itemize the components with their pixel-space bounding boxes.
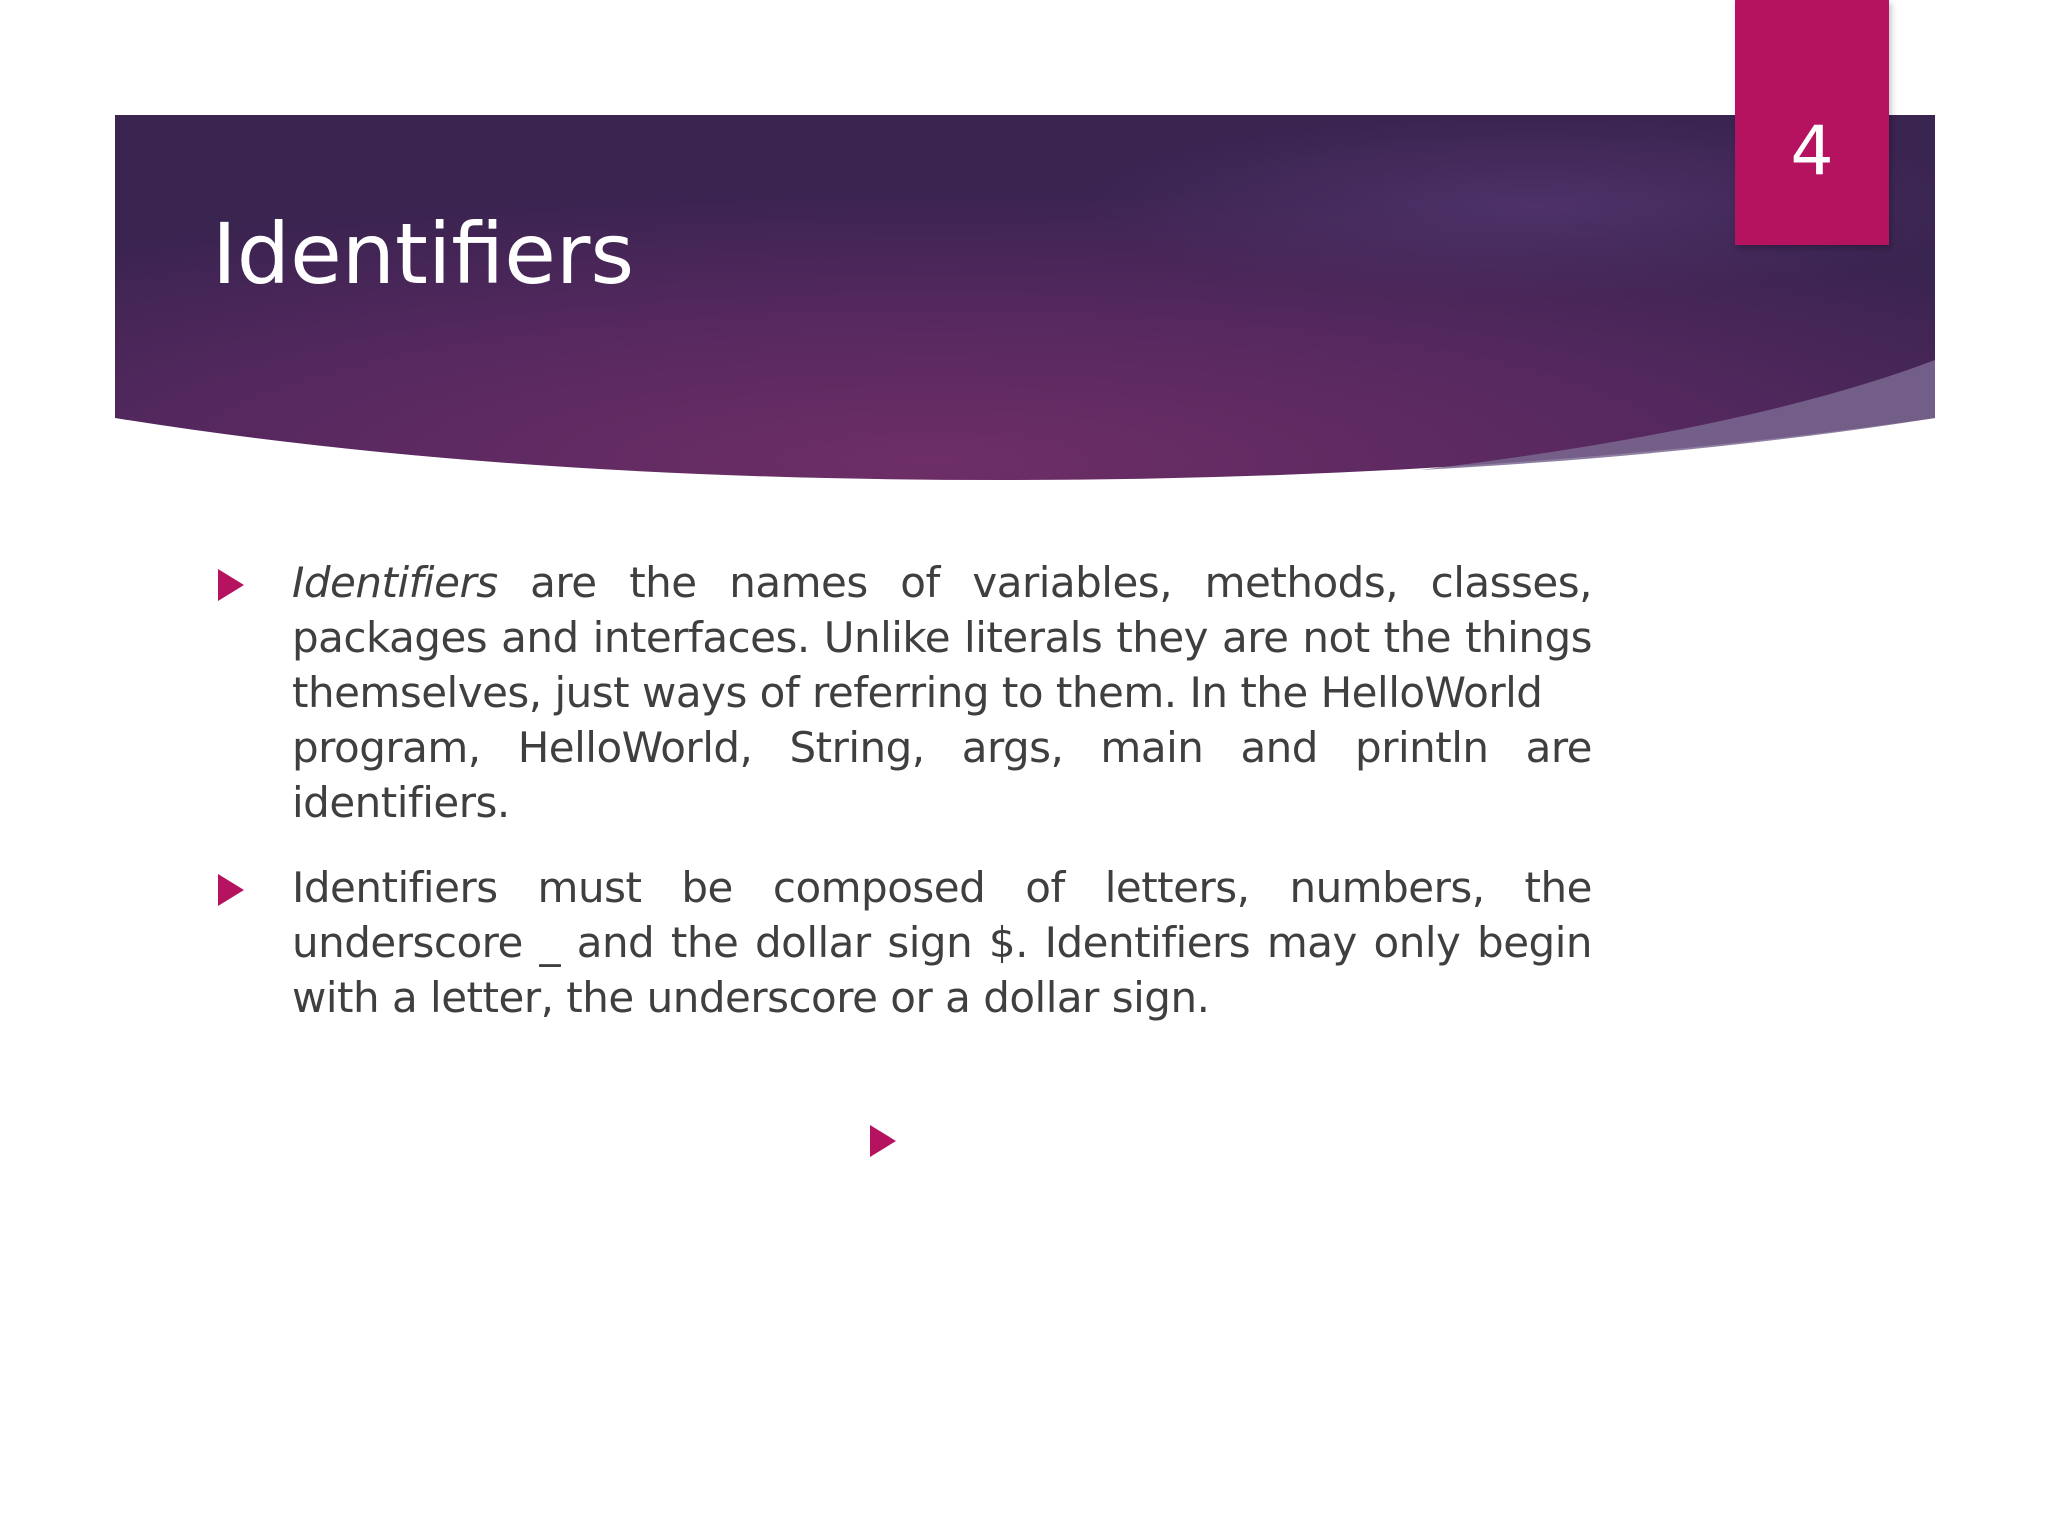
bullet-text: Identifiers must be composed of letters, numbers, the underscore _ and the dollar sign $. Identifiers may only begin with a letter, the underscore or a dollar sign. bbox=[292, 863, 1592, 1022]
bullet-italic-lead: Identifiers bbox=[292, 558, 498, 607]
bullet-text-continued: program, HelloWorld, String, args, main and println are identifiers. bbox=[292, 723, 1592, 827]
slide-number-tab bbox=[1735, 0, 1889, 245]
bullet-list bbox=[212, 555, 1592, 1055]
bullet-text-block bbox=[292, 555, 1592, 720]
bullet-text: are the names of variables, methods, classes, packages and interfaces. Unlike literals they are not the things themselves, just ways of referring to them. In the HelloWorld bbox=[292, 558, 1592, 717]
bullet-item bbox=[212, 860, 1592, 1025]
slide-title: Identifiers bbox=[212, 205, 635, 303]
slide-number: 4 bbox=[1790, 112, 1834, 191]
triangle-right-icon bbox=[218, 874, 244, 906]
empty-bullet-triangle-right-icon bbox=[870, 1125, 896, 1157]
bullet-item bbox=[212, 555, 1592, 830]
triangle-right-icon bbox=[218, 569, 244, 601]
